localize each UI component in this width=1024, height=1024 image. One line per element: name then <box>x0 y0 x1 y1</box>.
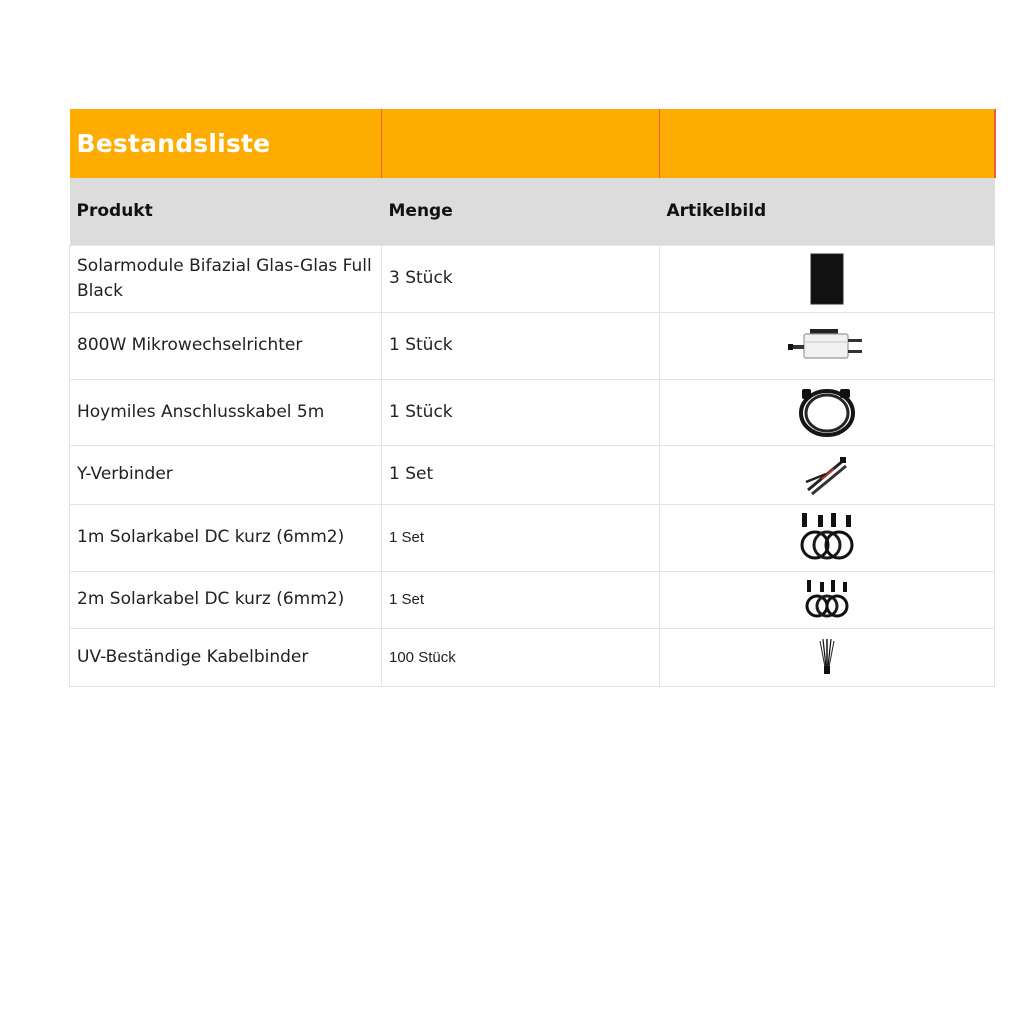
solar-panel-icon <box>810 253 844 305</box>
product-quantity: 1 Set <box>382 445 660 504</box>
product-image-cell <box>660 445 995 504</box>
title-row <box>70 109 995 178</box>
product-quantity: 1 Set <box>382 571 660 628</box>
table-row <box>70 504 995 571</box>
product-name: 1m Solarkabel DC kurz (6mm2) <box>70 504 382 571</box>
product-name: Solarmodule Bifazial Glas-Glas Full Black <box>70 245 382 312</box>
cable-ties-icon <box>817 637 837 677</box>
product-name: 800W Mikrowechselrichter <box>70 312 382 379</box>
table-row <box>70 628 995 686</box>
inventory-table <box>69 109 996 687</box>
title-cell-empty <box>660 109 995 178</box>
product-quantity: 1 Set <box>382 504 660 571</box>
title-cell <box>70 109 382 178</box>
microinverter-icon <box>788 326 866 366</box>
table-row <box>70 245 995 312</box>
product-quantity: 1 Stück <box>382 312 660 379</box>
product-image-cell <box>660 504 995 571</box>
product-name: Y-Verbinder <box>70 445 382 504</box>
solar-cable-icon <box>799 511 855 565</box>
product-quantity: 1 Stück <box>382 379 660 445</box>
coiled-cable-icon <box>796 385 858 439</box>
header-product: Produkt <box>70 178 382 245</box>
table-row <box>70 445 995 504</box>
y-connector-icon <box>804 454 850 496</box>
product-image-cell <box>660 379 995 445</box>
product-quantity: 100 Stück <box>382 628 660 686</box>
product-image-cell <box>660 628 995 686</box>
product-image-cell <box>660 571 995 628</box>
product-name: Hoymiles Anschlusskabel 5m <box>70 379 382 445</box>
header-image: Artikelbild <box>660 178 995 245</box>
product-image-cell <box>660 312 995 379</box>
header-quantity: Menge <box>382 178 660 245</box>
header-row <box>70 178 995 245</box>
table-title: Bestandsliste <box>76 129 271 158</box>
title-cell-empty <box>382 109 660 178</box>
product-name: 2m Solarkabel DC kurz (6mm2) <box>70 571 382 628</box>
solar-cable-icon <box>804 578 850 622</box>
table-row <box>70 312 995 379</box>
product-image-cell <box>660 245 995 312</box>
table-row <box>70 571 995 628</box>
product-name: UV-Beständige Kabelbinder <box>70 628 382 686</box>
product-quantity: 3 Stück <box>382 245 660 312</box>
table-row <box>70 379 995 445</box>
